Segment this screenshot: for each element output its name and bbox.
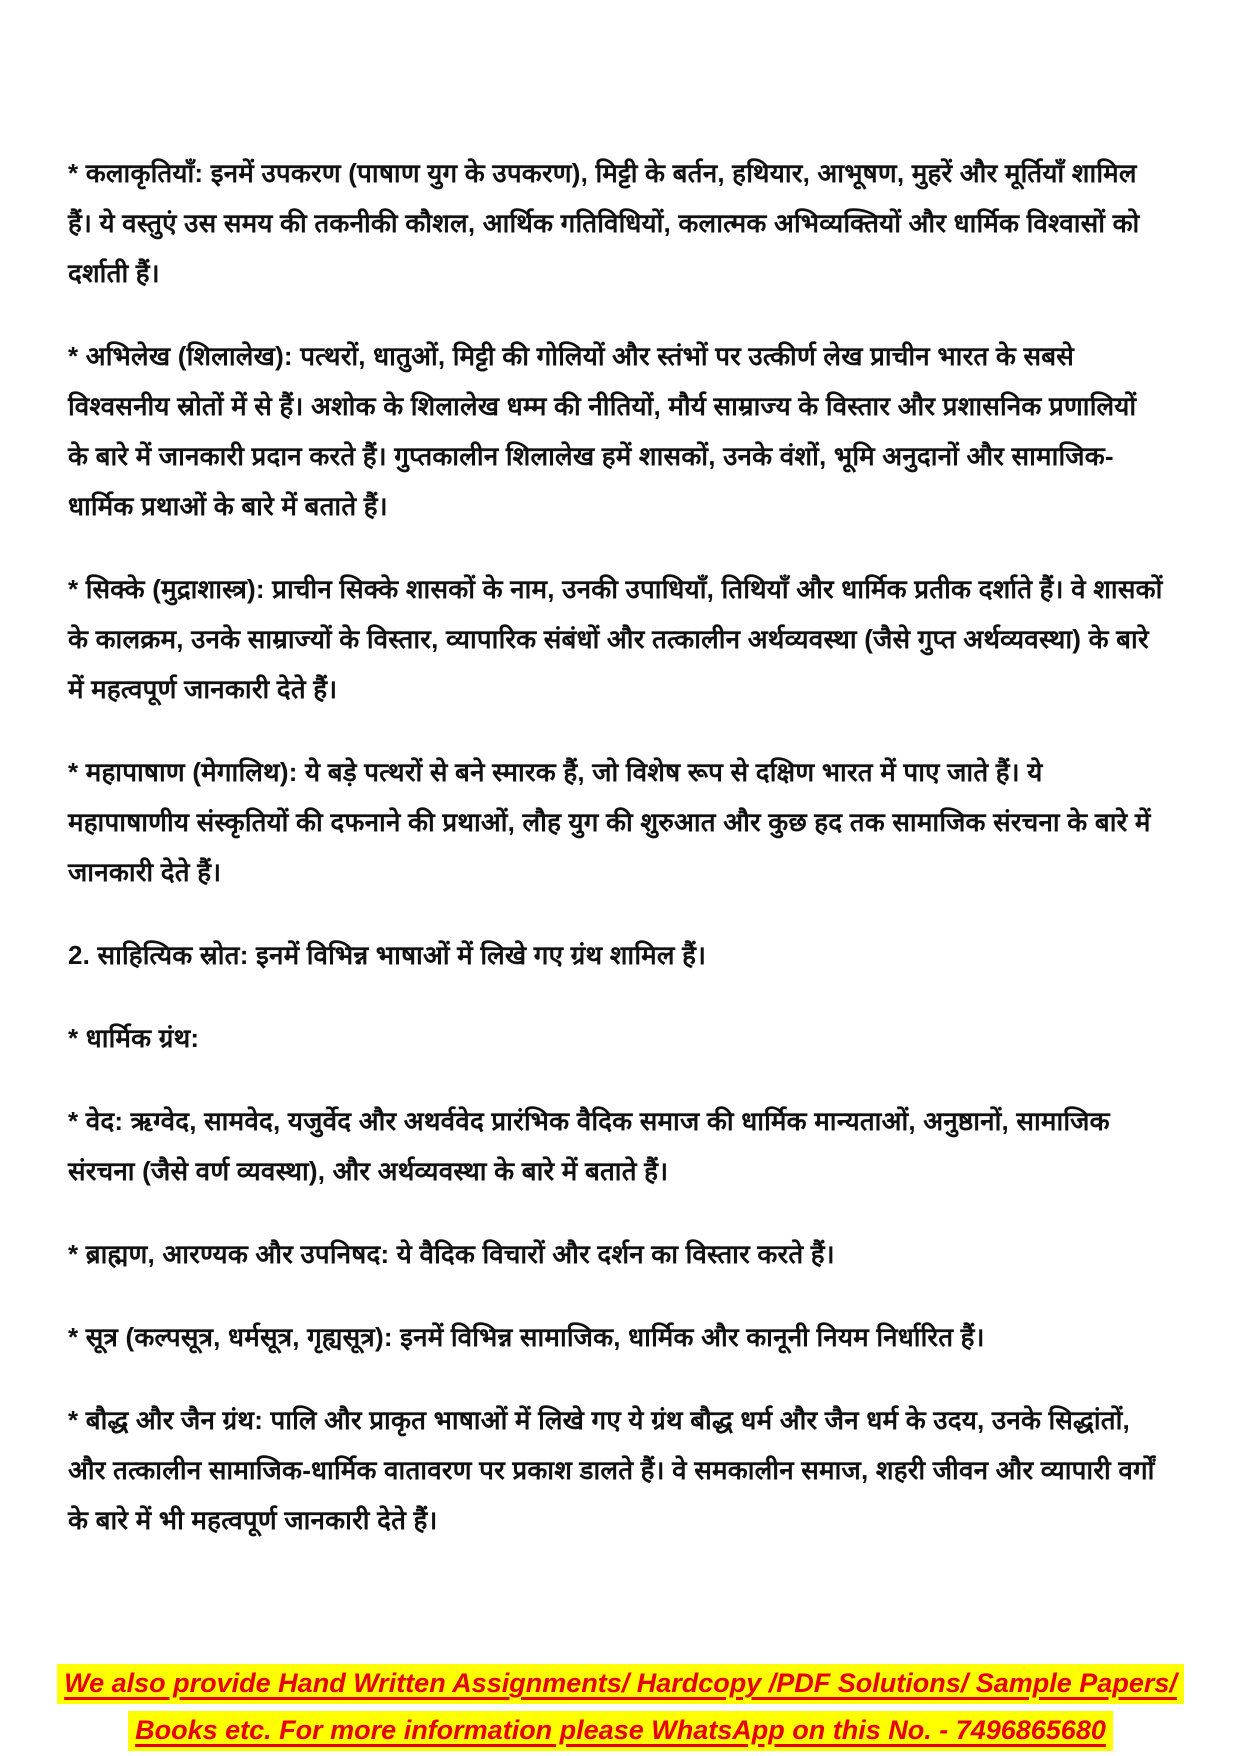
paragraph-inscriptions: * अभिलेख (शिलालेख): पत्थरों, धातुओं, मिट्टी की गोलियों और स्तंभों पर उत्कीर्ण लेख प्राचीन भारत के सबसे विश्वसनीय स्रोतों में से हैं। अशोक के शिलालेख धम्म की नीतियों, मौर्य साम्राज्य के विस्तार और प्रशासनिक प्रणालियों के बारे में जानकारी प्रदान करते हैं। गुप्तकालीन शिलालेख हमें शासकों, उनके वंशों, भूमि अनुदानों और सामाजिक-धार्मिक प्रथाओं के बारे में बताते हैं।	[68, 341, 1137, 521]
paragraph-vedas: * वेद: ऋग्वेद, सामवेद, यजुर्वेद और अथर्ववेद प्रारंभिक वैदिक समाज की धार्मिक मान्यताओं, अनुष्ठानों, सामाजिक संरचना (जैसे वर्ण व्यवस्था), और अर्थव्यवस्था के बारे में बताते हैं।	[68, 1106, 1110, 1186]
paragraph-artifacts: * कलाकृतियाँ: इनमें उपकरण (पाषाण युग के उपकरण), मिट्टी के बर्तन, हथियार, आभूषण, मुहरें और मूर्तियाँ शामिल हैं। ये वस्तुएं उस समय की तकनीकी कौशल, आर्थिक गतिविधियों, कलात्मक अभिव्यक्तियों और धार्मिक विश्वासों को दर्शाती हैं।	[68, 158, 1140, 288]
heading-literary-sources: 2. साहित्यिक स्रोत: इनमें विभिन्न भाषाओं में लिखे गए ग्रंथ शामिल हैं।	[68, 940, 707, 970]
document-body	[68, 148, 1163, 1578]
paragraph-sutras: * सूत्र (कल्पसूत्र, धर्मसूत्र, गृह्यसूत्र): इनमें विभिन्न सामाजिक, धार्मिक और कानूनी नियम निर्धारित हैं।	[68, 1322, 985, 1352]
promo-footer-text-1: We also provide Hand Written Assignments/ Hardcopy /PDF Solutions/ Sample Papers/	[57, 1664, 1184, 1704]
paragraph-coins: * सिक्के (मुद्राशास्त्र): प्राचीन सिक्के शासकों के नाम, उनकी उपाधियाँ, तिथियाँ और धार्मिक प्रतीक दर्शाते हैं। वे शासकों के कालक्रम, उनके साम्राज्यों के विस्तार, व्यापारिक संबंधों और तत्कालीन अर्थव्यवस्था (जैसे गुप्त अर्थव्यवस्था) के बारे में महत्वपूर्ण जानकारी देते हैं।	[68, 574, 1163, 704]
paragraph-buddhist-jain-texts: * बौद्ध और जैन ग्रंथ: पालि और प्राकृत भाषाओं में लिखे गए ये ग्रंथ बौद्ध धर्म और जैन धर्म के उदय, उनके सिद्धांतों, और तत्कालीन सामाजिक-धार्मिक वातावरण पर प्रकाश डालते हैं। वे समकालीन समाज, शहरी जीवन और व्यापारी वर्गों के बारे में भी महत्वपूर्ण जानकारी देते हैं।	[68, 1405, 1155, 1535]
promo-footer-text-2: Books etc. For more information please WhatsApp on this No. - 7496865680	[128, 1711, 1113, 1751]
paragraph-megaliths: * महापाषाण (मेगालिथ): ये बड़े पत्थरों से बने स्मारक हैं, जो विशेष रूप से दक्षिण भारत में पाए जाते हैं। ये महापाषाणीय संस्कृतियों की दफनाने की प्रथाओं, लौह युग की शुरुआत और कुछ हद तक सामाजिक संरचना के बारे में जानकारी देते हैं।	[68, 757, 1151, 887]
subheading-religious-texts: * धार्मिक ग्रंथ:	[68, 1023, 200, 1053]
paragraph-brahmanas-upanishads: * ब्राह्मण, आरण्यक और उपनिषद: ये वैदिक विचारों और दर्शन का विस्तार करते हैं।	[68, 1239, 835, 1269]
promo-footer-line-2	[0, 1709, 1241, 1756]
promo-footer-line-1	[0, 1662, 1241, 1709]
promo-footer	[0, 1662, 1241, 1756]
